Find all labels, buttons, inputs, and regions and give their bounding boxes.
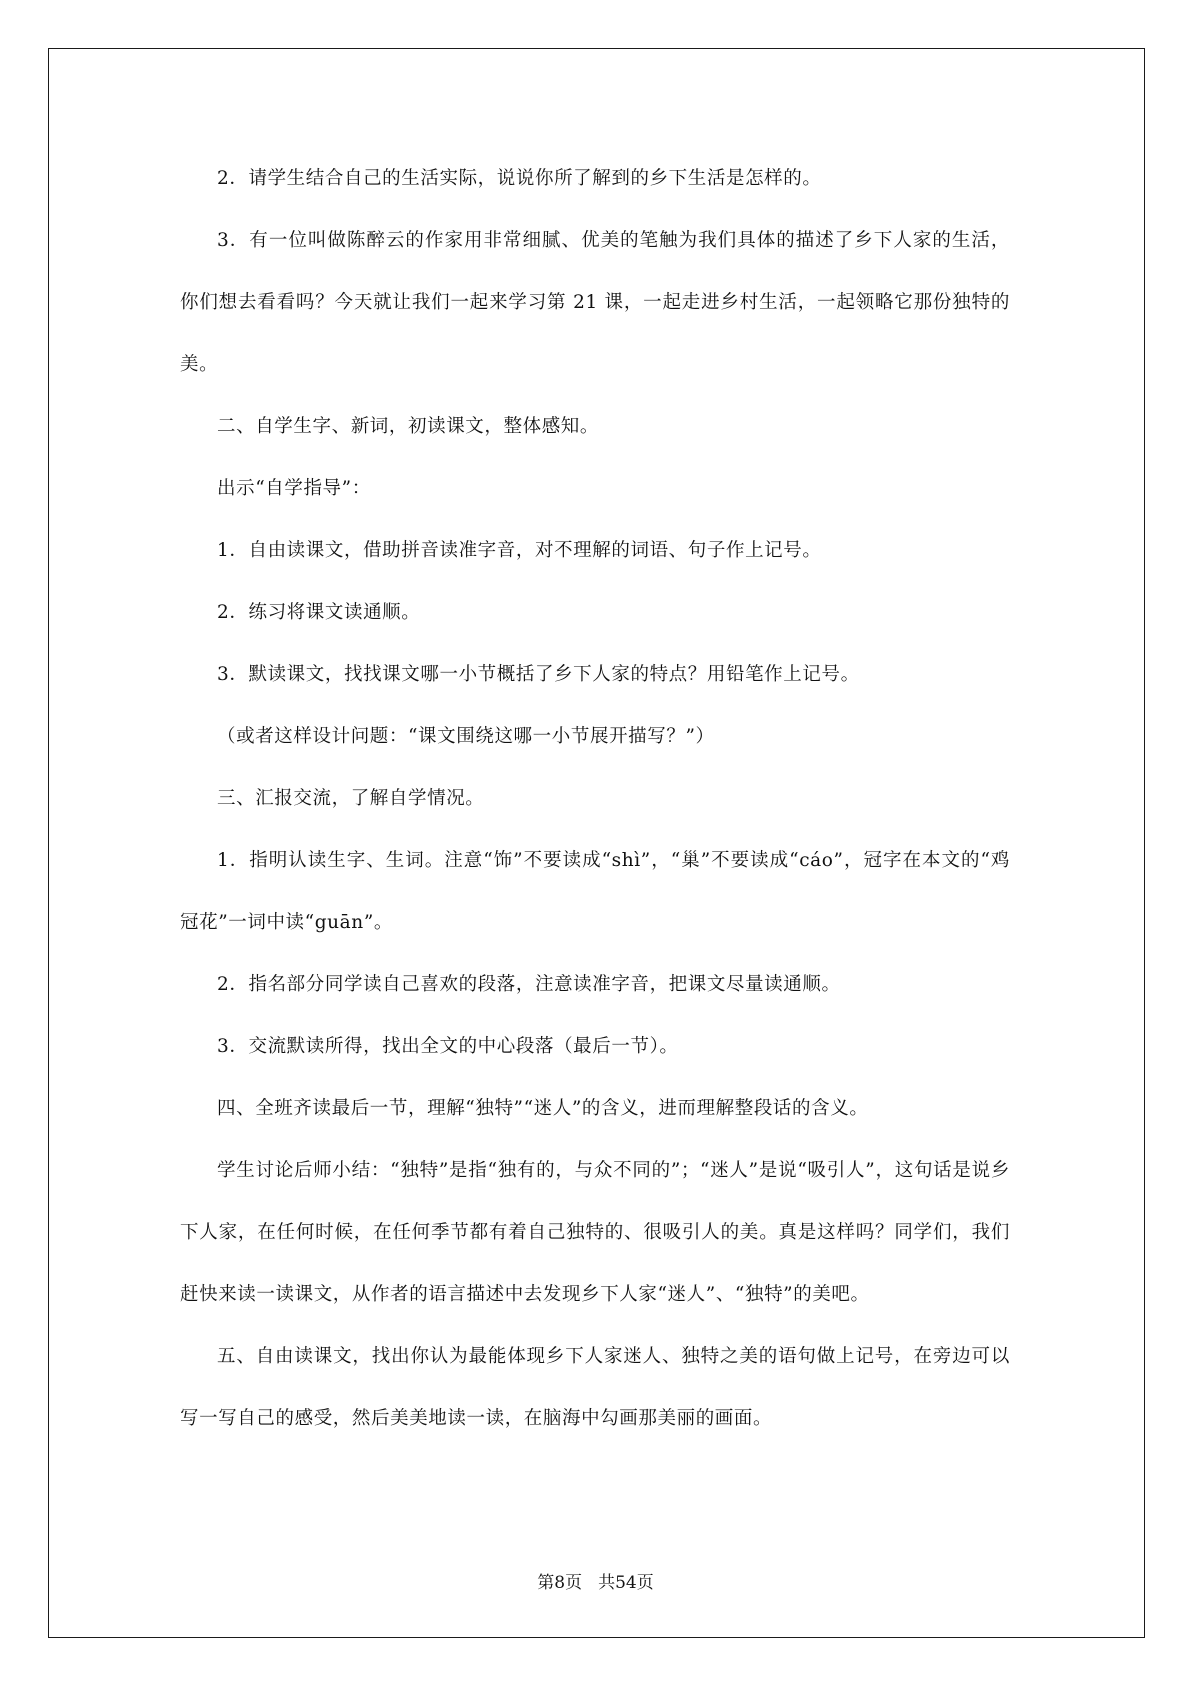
page-total: 共54页: [598, 1573, 654, 1593]
page-number: 第8页: [537, 1573, 583, 1593]
paragraph: 学生讨论后师小结：“独特”是指“独有的，与众不同的”；“迷人”是说“吸引人”，这句话是说乡下人家，在任何时候，在任何季节都有着自己独特的、很吸引人的美。真是这样吗？同学们，我们赶快来读一读课文，从作者的语言描述中去发现乡下人家“迷人”、“独特”的美吧。: [180, 1160, 1010, 1305]
paragraph: 3．有一位叫做陈醉云的作家用非常细腻、优美的笔触为我们具体的描述了乡下人家的生活，你们想去看看吗？今天就让我们一起来学习第 21 课，一起走进乡村生活，一起领略它那份独特的美。: [180, 230, 1010, 375]
section-heading: 五、自由读课文，找出你认为最能体现乡下人家迷人、独特之美的语句做上记号，在旁边可以写一写自己的感受，然后美美地读一读，在脑海中勾画那美丽的画面。: [180, 1346, 1010, 1429]
page-footer: [0, 1568, 1191, 1593]
section-heading: 三、汇报交流，了解自学情况。: [217, 788, 485, 809]
paragraph: 出示“自学指导”：: [217, 478, 371, 499]
section-heading: 二、自学生字、新词，初读课文，整体感知。: [217, 416, 600, 437]
document-body: [180, 148, 1010, 1450]
list-item: 3．交流默读所得，找出全文的中心段落（最后一节）。: [217, 1036, 679, 1057]
list-item: 1．自由读课文，借助拼音读准字音，对不理解的词语、句子作上记号。: [217, 540, 822, 561]
list-item: 3．默读课文，找找课文哪一小节概括了乡下人家的特点？用铅笔作上记号。: [217, 664, 860, 685]
list-item: 2．练习将课文读通顺。: [217, 602, 421, 623]
list-item: 2．指名部分同学读自己喜欢的段落，注意读准字音，把课文尽量读通顺。: [217, 974, 841, 995]
list-item: 1．指明认读生字、生词。注意“饰”不要读成“shì”，“巢”不要读成“cáo”，冠字在本文的“鸡冠花”一词中读“guān”。: [180, 850, 1010, 933]
section-heading: 四、全班齐读最后一节，理解“独特”“迷人”的含义，进而理解整段话的含义。: [217, 1098, 869, 1119]
paragraph-note: （或者这样设计问题：“课文围绕这哪一小节展开描写？”）: [217, 726, 715, 747]
paragraph: 2．请学生结合自己的生活实际，说说你所了解到的乡下生活是怎样的。: [217, 168, 822, 189]
